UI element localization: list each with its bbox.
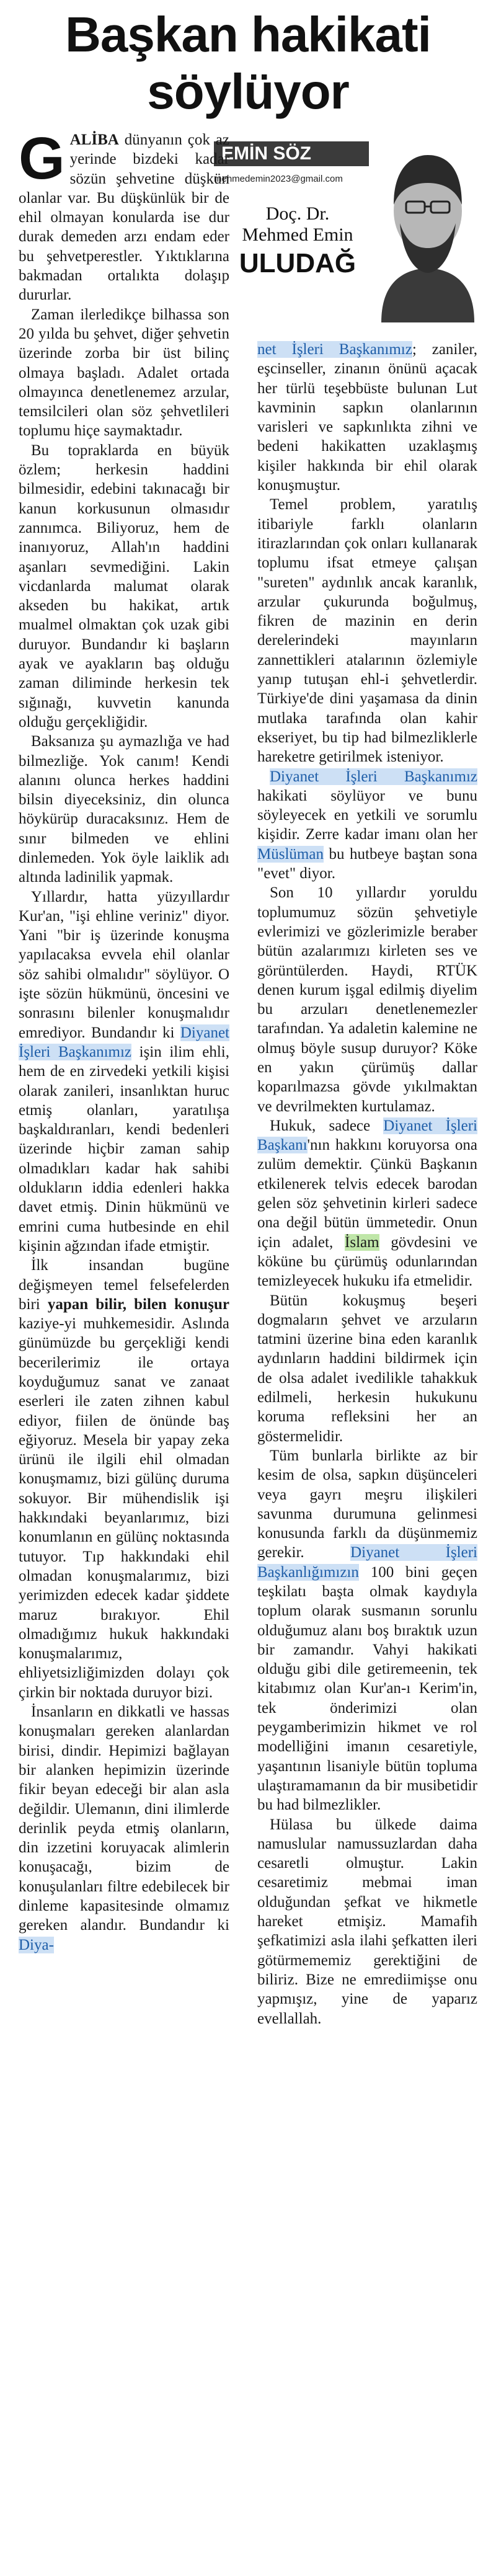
author-portrait	[369, 130, 487, 322]
paragraph: GALİBA dünyanın çok az yerinde bizdeki kadar sözün şehvetine düşkün olanlar var. Bu düşkünlük bir de ehil olmayan konularda ise dur durak demeden arzı endam eder bu şehvetperestler. Yıktıklarına bakmadan ortalıkta dolaşıp dururlar.	[19, 125, 229, 304]
drop-cap: G	[19, 125, 65, 192]
highlighted-term: Diyanet İşleri Başkanlığımızın	[257, 1544, 477, 1581]
paragraph: İnsanların en dikkatli ve hassas konuşmaları gereken alanlardan birisi, dindir. Hepimizi bağlayan bir alanken hepimizin üzerinde fikir beyan edeceği bir alan asla değildir. Ulemanın, dini ilimlerde derinlik peyda etmiş olanların, din izzetini koruyacak alimlerin konuşacağı, bizim de konuşulanları filtre edebilecek bir dinleme kapasitesinde olmamız gereken alandır. Bundandır ki Diya-	[19, 1703, 229, 1953]
highlighted-term: net İşleri Başkanımız	[257, 341, 412, 358]
paragraph: Temel problem, yaratılış itibariyle farklı olanların itirazlarından çok onları kullanarak toplumu ifsat etmeye çalışan "sureten" aydınlık ancak karanlık, arzular çukurunda boğulmuş, fikren de mazinin en derin derelerindeki mayınların zannettikleri atalarının özlemiyle yanıp tutuşan ehl-i şehvetlerdir. Türkiye'de dini yaşamasa da dinin mutlaka tarafında olan kahir ekseriyet, bu tip had bilmezliklerle hareketre getirilmek isteniyor.	[257, 496, 477, 766]
paragraph: Bu topraklarda en büyük özlem; herkesin haddini bilmesidir, edebini takınacağı bir kanun korkusunun olmasıdır zannımca. Biliyoruz, hem de inanıyoruz, Allah'ın haddini aşanları sevmediğini. Lakin vicdanlarda malumat olarak akseden bu hakikat, artık mualmel olmaktan çok uzak gibi duruyor. Bundandır ki başların ayak ve ayakların baş olduğu zaman diliminde herkesin tek sığınağı, kuvvetin kanunda olduğu gerçekliğidir.	[19, 442, 229, 731]
author-email[interactable]: mehmedemin2023@gmail.com	[214, 174, 343, 184]
headline	[19, 6, 477, 120]
highlighted-term: Diyanet İşleri Başkanımız	[270, 768, 477, 785]
highlighted-term: Diyanet İşleri Başkanımız	[19, 1024, 229, 1060]
highlighted-term: İslam	[345, 1233, 379, 1251]
author-title-line-2: Mehmed Emin	[242, 224, 353, 245]
paragraph: Diyanet İşleri Başkanımız hakikati söylüyor ve bunu söyleyecek en yetkili ve sorumlu kişidir. Zerre kadar imanı olan her Müslüman bu hutbeye baştan sona "evet" diyor.	[257, 768, 477, 882]
paragraph: Zaman ilerledikçe bilhassa son 20 yılda bu şehvet, diğer şehvetin üzerinde zorba bir üst bilinç olmaya başladı. Adalet ortada olmayınca denetlenemez arzular, temsilcileri olan söz şehvetlileri toplumu hiçe saymaktadır.	[19, 306, 229, 440]
author-box	[214, 130, 487, 329]
column-1	[19, 125, 229, 1955]
paragraph: İlk insandan bugüne değişmeyen temel felsefelerden biri yapan bilir, bilen konuşur kaziye-yi muhkemesidir. Aslında günümüzde bu gerçekliği kendi becerilerimiz ile ortaya koyduğumuz sanat ve zanaat eserleri ile zaten zihnen kabul ediyor, fiilen de önünde baş eğiyoruz. Mesela bir yapay zeka ürünü ile ilgili ehil olmadan konuşmamız, bizi gülünç duruma sokuyor. Bir mühendislik işi hakkındaki beyanlarımız, bizi konumlanın en gülünç noktasında tutuyor. Tıp hakkındaki ehil olmadan konuşmalarımız, bizi yerimizden edecek kadar şiddete maruz bırakıyor. Ehil olmadığımız hukuk hakkındaki konuşmalarımız, ehliyetsizliğimizden dolayı çok çirkin bir noktada duruyor bizi.	[19, 1257, 229, 1701]
paragraph: Baksanıza şu aymazlığa ve had bilmezliğe. Yok canım! Kendi alanını olunca herkes haddini bilsin diyeceksiniz, din olunca höykürüp duracaksınız. Hem de sınır bilmeden ve ehlini dinlemeden. Yok öyle laiklik adı altında ladinilik yapmak.	[19, 733, 229, 886]
column-name: EMİN SÖZ	[214, 141, 372, 166]
author-title-line-1: Doç. Dr.	[265, 203, 330, 224]
paragraph: Hülasa bu ülkede daima namuslular namussuzlardan daha cesaretli olmuştur. Lakin cesaretimiz mebmai iman olduğundan şefkat ve hikmetle hareket etmişiz. Mamafih şefkatimizi asla ilahi şefkatten ileri götürmememiz gerektiğini de biliriz. Bize ne emrediimişse onu yapmışız, yine de yaparız evellallah.	[257, 1816, 477, 2027]
paragraph: Son 10 yıllardır yoruldu toplumumuz sözün şehvetiyle evlerimizi ve gözlerimizle beraber bütün azalarımızı kirleten ses ve görüntülerden. Haydi, RTÜK denen kurum işgal edilmiş diyelim bu arzuları denetlenemezler tarafından. Ya adaletin kalemine ne olmuş böyle susup duruyor? Köke en yakın çürümüş dallar koparılmazsa gövde yıkılmaktan ve devrilmekten kurtulamaz.	[257, 884, 477, 1115]
highlighted-term: Diya-	[19, 1936, 54, 1953]
highlighted-term: Diyanet İşleri Başkanı	[257, 1117, 477, 1154]
paragraph: Tüm bunlarla birlikte az bir kesim de olsa, sapkın düşünceleri veya gayrı meşru ilişkileri savunma durumuna gelinmesi konusunda farklı da düşünmemiz gerekir. Diyanet İşleri Başkanlığımızın 100 bini geçen teşkilatı başta olmak kaydıyla toplum olarak susmanın sorunlu olduğumuz alanı boş bıraktık uzun bir zamandır. Vahyi hakikati olduğu gibi dile getiremeenin, tek kitabımız olan Kur'an-ı Kerim'in, tek önderimizi olan peygamberimizin hikmet ve rol modelliğini imanın cesaretiyle, yaşantının lisaniyle bütün topluma ulaştıramamanın da bir musibetidir bu had bilmezlikler.	[257, 1447, 477, 1814]
paragraph: net İşleri Başkanımız; zaniler, eşcinseller, zinanın önünü açacak her türlü teşebbüste bulunan Lut kavminin sapkın olanlarının varisleri ve sapkınlıkta zihni ve bedeni hakikatten uzaklaşmış kişiler hakkında bir ehil olarak konuşmuştur.	[257, 341, 477, 494]
paragraph: Bütün kokuşmuş beşeri dogmaların şehvet ve arzuların tatmini üzerine bina eden karanlık aydınların haddini bildirmek için de olsa adalet ivedilikle tahakkuk edilmeli, herkesin hukukunu koruma refleksini her an göstermelidir.	[257, 1292, 477, 1445]
column-2	[257, 340, 477, 2028]
paragraph: Yıllardır, hatta yüzyıllardır Kur'an, "işi ehline veriniz" diyor. Yani "bir iş üzerinde konuşma yapılacaksa evvela ehil olanlar söz sahibi olmalıdır" söylüyor. O işte sözün hükmünü, öncesini ve sonrasını bilenler konuşmalıdır emrediyor. Bundandır ki Diyanet İşleri Başkanımız işin ilim ehli, hem de en zirvedeki yetkili kişisi olarak zanileri, insanlıktan huruc etmiş olanları, yaratılışa başkaldıranları, kendi bedenleri üzerinde hiçbir zaman sahip olmadıkları kadar hak sahibi oldukların iddia edenleri hakka davet etmiş. Dinin hükmünü ve emrini cuma hutbesinde en ehil kişinin ağzından ifade etmiştir.	[19, 888, 229, 1255]
author-surname: ULUDAĞ	[239, 248, 356, 278]
bold-phrase: yapan bilir, bilen konuşur	[47, 1295, 229, 1313]
headline-line-1: Başkan hakikati	[65, 7, 431, 62]
headline-line-2: söylüyor	[147, 64, 349, 119]
author-title	[226, 203, 369, 246]
highlighted-term: Müslüman	[257, 845, 324, 863]
paragraph: Hukuk, sadece Diyanet İşleri Başkanı'nın hakkını koruyorsa ona zulüm demektir. Çünkü Başkanın etkilenerek telvis edecek barodan gelen söz şehvetinin kirleri sadece ona değil bütün ümmetedir. Onun için adalet, İslam gövdesini ve köküne bu çürümüş odunlarından temizleyecek hukuku ifa etmelidir.	[257, 1117, 477, 1290]
